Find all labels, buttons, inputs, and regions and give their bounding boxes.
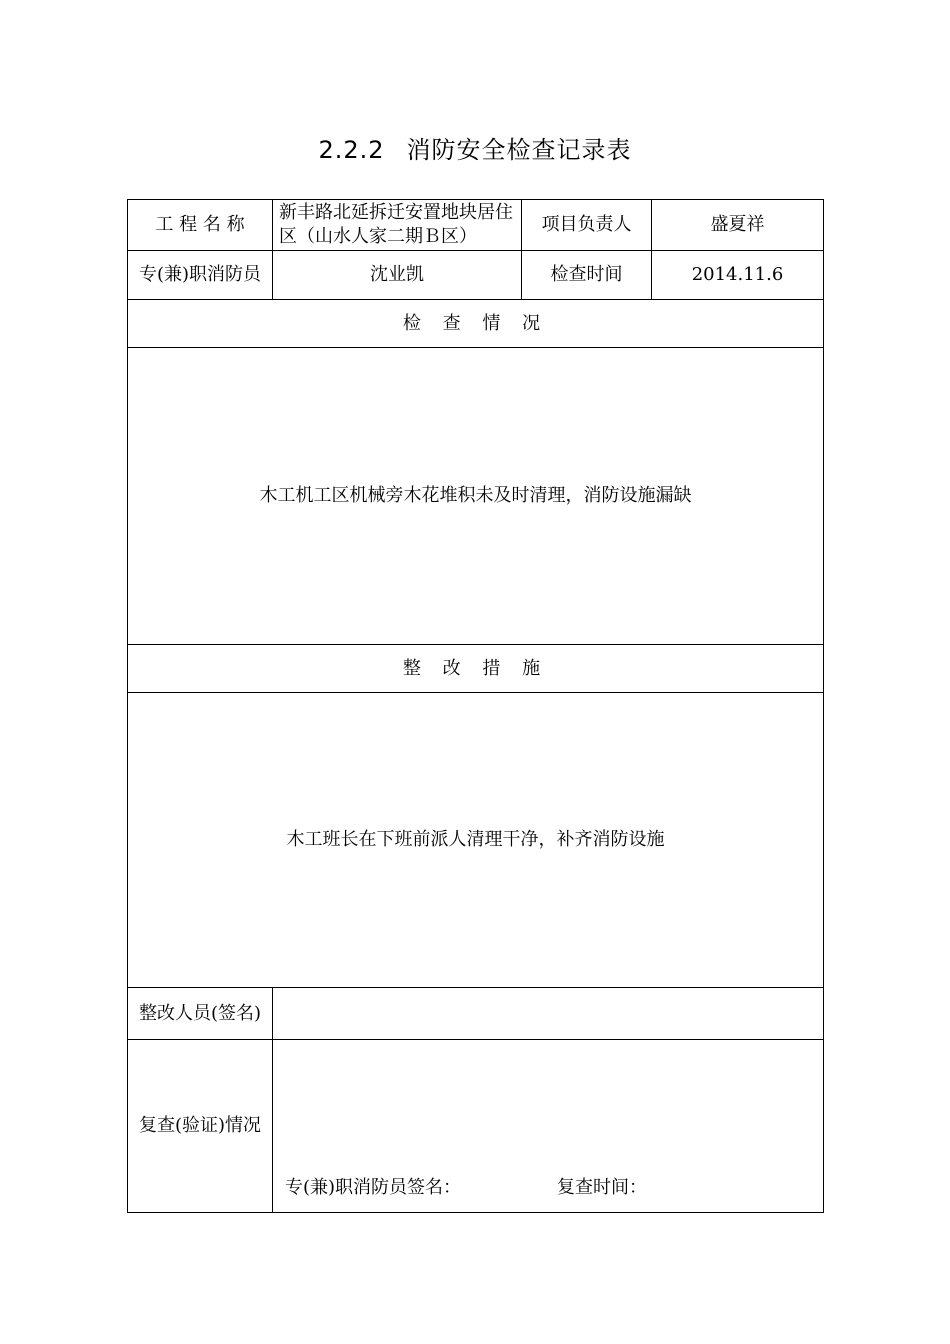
recheck-label: 复查(验证)情况 bbox=[128, 1040, 273, 1213]
recheck-content bbox=[273, 1040, 824, 1213]
row-rectification-header bbox=[128, 645, 824, 693]
recheck-time-label: 复查时间： bbox=[557, 1177, 648, 1198]
row-inspection-content bbox=[128, 348, 824, 645]
recheck-signature-line bbox=[285, 1176, 647, 1200]
title-number: 2.2.2 bbox=[318, 136, 385, 164]
inspection-time-label: 检查时间 bbox=[522, 251, 652, 300]
row-rectification-content bbox=[128, 693, 824, 988]
inspection-time-value: 2014.11.6 bbox=[652, 251, 824, 300]
officer-signature-label: 专(兼)职消防员签名： bbox=[285, 1177, 462, 1198]
project-manager-value: 盛夏祥 bbox=[652, 200, 824, 251]
fire-officer-value: 沈业凯 bbox=[273, 251, 522, 300]
project-manager-label: 项目负责人 bbox=[522, 200, 652, 251]
inspection-status-header: 检 查 情 况 bbox=[128, 300, 824, 348]
row-rectifier bbox=[128, 988, 824, 1040]
rectification-header: 整 改 措 施 bbox=[128, 645, 824, 693]
fire-officer-label: 专(兼)职消防员 bbox=[128, 251, 273, 300]
row-officer bbox=[128, 251, 824, 300]
fire-safety-inspection-table bbox=[127, 199, 824, 1213]
rectifier-signature-field bbox=[273, 988, 824, 1040]
title-text: 消防安全检查记录表 bbox=[406, 136, 632, 164]
project-name-label: 工 程 名 称 bbox=[128, 200, 273, 251]
rectification-content: 木工班长在下班前派人清理干净，补齐消防设施 bbox=[128, 693, 824, 988]
rectifier-label: 整改人员(签名) bbox=[128, 988, 273, 1040]
project-name-value: 新丰路北延拆迁安置地块居住区（山水人家二期Ｂ区） bbox=[273, 200, 522, 251]
page-title bbox=[0, 133, 950, 167]
row-inspection-header bbox=[128, 300, 824, 348]
row-recheck bbox=[128, 1040, 824, 1213]
row-project bbox=[128, 200, 824, 251]
inspection-status-content: 木工机工区机械旁木花堆积未及时清理，消防设施漏缺 bbox=[128, 348, 824, 645]
